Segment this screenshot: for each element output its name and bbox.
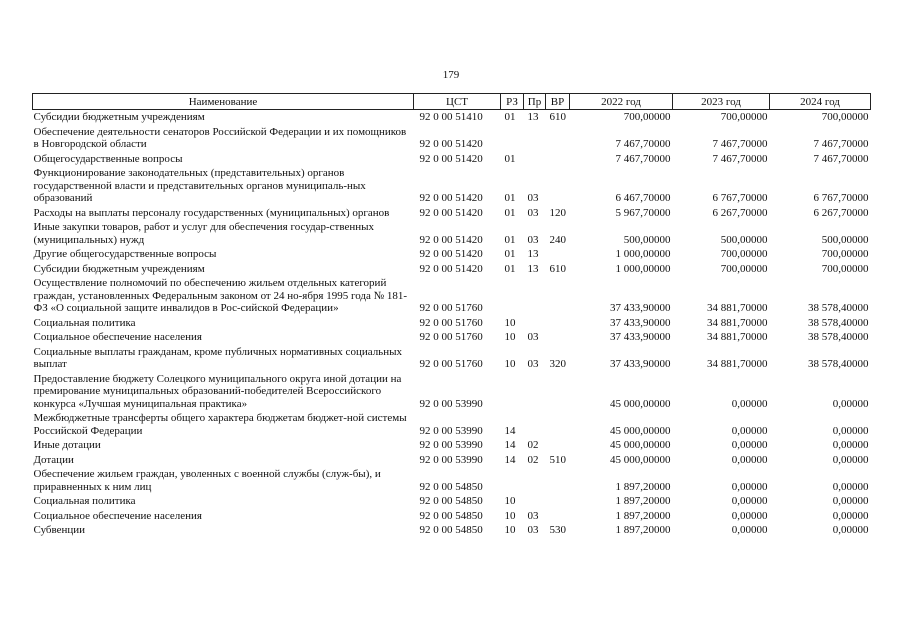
row-vr bbox=[546, 152, 570, 167]
row-2023: 7 467,70000 bbox=[712, 152, 768, 165]
row-cst: 92 0 00 54850 bbox=[419, 524, 483, 536]
row-cst: 92 0 00 53990 bbox=[419, 397, 483, 410]
row-vr: 320 bbox=[549, 358, 566, 370]
row-pr: 13 bbox=[527, 111, 539, 123]
table-row bbox=[33, 372, 871, 412]
row-2022: 5 967,70000 bbox=[615, 206, 671, 219]
table-row bbox=[33, 166, 871, 206]
header-pr: Пр bbox=[524, 94, 546, 110]
row-vr bbox=[546, 411, 570, 438]
row-2022: 37 433,90000 bbox=[610, 358, 671, 370]
row-pr bbox=[524, 125, 546, 152]
row-cst: 92 0 00 51760 bbox=[419, 302, 483, 314]
row-2024: 6 767,70000 bbox=[813, 192, 869, 204]
header-2024: 2024 год bbox=[770, 94, 871, 110]
row-cst: 92 0 00 51760 bbox=[419, 331, 483, 343]
row-name: Субвенции bbox=[33, 524, 86, 536]
row-2022: 45 000,00000 bbox=[610, 424, 671, 437]
row-cst: 92 0 00 51410 bbox=[419, 111, 483, 123]
row-2024: 0,00000 bbox=[832, 397, 869, 410]
row-cst: 92 0 00 51760 bbox=[419, 316, 483, 329]
row-2024: 38 578,40000 bbox=[808, 331, 869, 343]
row-rz: 14 bbox=[504, 453, 516, 466]
row-cst: 92 0 00 51420 bbox=[419, 206, 483, 219]
row-name: Обеспечение жильем граждан, уволенных с военной службы (служ-бы), и приравненных к ним лиц bbox=[33, 468, 381, 493]
row-2022: 700,00000 bbox=[623, 111, 671, 123]
table-row bbox=[33, 467, 871, 494]
row-pr bbox=[524, 467, 546, 494]
row-2024: 38 578,40000 bbox=[808, 316, 869, 329]
row-2023: 34 881,70000 bbox=[707, 316, 768, 329]
row-2024: 0,00000 bbox=[832, 439, 869, 451]
row-name: Социальная политика bbox=[33, 316, 136, 329]
row-pr: 13 bbox=[527, 262, 539, 275]
row-vr bbox=[546, 276, 570, 316]
row-cst: 92 0 00 51420 bbox=[419, 152, 483, 165]
table-body bbox=[33, 110, 871, 538]
row-cst: 92 0 00 51420 bbox=[419, 138, 483, 150]
row-pr bbox=[524, 276, 546, 316]
row-rz: 01 bbox=[504, 233, 516, 246]
table-row bbox=[33, 523, 871, 538]
row-vr bbox=[546, 438, 570, 453]
row-name: Обеспечение деятельности сенаторов Российской Федерации и их помощников в Новгородской области bbox=[33, 125, 407, 150]
header-2022: 2022 год bbox=[570, 94, 673, 110]
row-rz bbox=[501, 276, 524, 316]
row-2023: 700,00000 bbox=[720, 262, 768, 275]
header-rz: РЗ bbox=[501, 94, 524, 110]
row-2022: 37 433,90000 bbox=[610, 331, 671, 343]
row-rz: 01 bbox=[504, 262, 516, 275]
table-row bbox=[33, 247, 871, 262]
table-row bbox=[33, 438, 871, 453]
row-2024: 38 578,40000 bbox=[808, 302, 869, 314]
row-name: Предоставление бюджету Солецкого муниципального округа иной дотации на премирование муниципальных образований-победителей Всероссийского конкурса «Лучшая муниципальная практика» bbox=[33, 372, 402, 410]
row-cst: 92 0 00 53990 bbox=[419, 439, 483, 451]
row-vr bbox=[546, 330, 570, 345]
row-name: Субсидии бюджетным учреждениям bbox=[33, 262, 205, 275]
row-2022: 7 467,70000 bbox=[615, 152, 671, 165]
row-2022: 500,00000 bbox=[623, 233, 671, 246]
row-rz: 01 bbox=[504, 206, 516, 219]
header-2023: 2023 год bbox=[673, 94, 770, 110]
row-pr: 03 bbox=[527, 509, 539, 522]
row-2024: 700,00000 bbox=[821, 248, 869, 260]
table-header-row bbox=[33, 94, 871, 110]
row-2022: 37 433,90000 bbox=[610, 302, 671, 314]
row-2023: 6 267,70000 bbox=[712, 206, 768, 219]
table-row bbox=[33, 262, 871, 277]
row-2024: 0,00000 bbox=[832, 424, 869, 437]
row-2023: 0,00000 bbox=[731, 397, 768, 410]
row-cst: 92 0 00 54850 bbox=[419, 480, 483, 493]
row-2023: 0,00000 bbox=[731, 480, 768, 493]
table-row bbox=[33, 220, 871, 247]
row-2024: 0,00000 bbox=[832, 480, 869, 493]
budget-table bbox=[32, 93, 871, 538]
row-vr bbox=[546, 509, 570, 524]
row-name: Социальная политика bbox=[33, 495, 136, 507]
row-cst: 92 0 00 51760 bbox=[419, 358, 483, 370]
row-vr bbox=[546, 125, 570, 152]
row-rz: 01 bbox=[504, 248, 516, 260]
row-2023: 0,00000 bbox=[731, 509, 768, 522]
table-row bbox=[33, 110, 871, 125]
row-2024: 7 467,70000 bbox=[813, 152, 869, 165]
row-rz: 01 bbox=[504, 111, 516, 123]
row-vr: 240 bbox=[549, 233, 566, 246]
row-vr bbox=[546, 247, 570, 262]
row-2022: 6 467,70000 bbox=[615, 192, 671, 204]
row-vr bbox=[546, 372, 570, 412]
row-rz bbox=[501, 372, 524, 412]
row-pr: 03 bbox=[527, 524, 539, 536]
row-2024: 6 267,70000 bbox=[813, 206, 869, 219]
row-vr: 610 bbox=[549, 111, 566, 123]
table-row bbox=[33, 453, 871, 468]
row-cst: 92 0 00 51420 bbox=[419, 192, 483, 204]
row-name: Общегосударственные вопросы bbox=[33, 152, 183, 165]
row-cst: 92 0 00 51420 bbox=[419, 248, 483, 260]
row-vr bbox=[546, 316, 570, 331]
row-name: Социальное обеспечение населения bbox=[33, 331, 202, 343]
table-row bbox=[33, 509, 871, 524]
row-vr bbox=[546, 467, 570, 494]
row-vr: 610 bbox=[549, 262, 566, 275]
table-row bbox=[33, 411, 871, 438]
row-2022: 45 000,00000 bbox=[610, 397, 671, 410]
row-pr: 03 bbox=[527, 192, 539, 204]
row-2022: 45 000,00000 bbox=[610, 439, 671, 451]
row-2023: 7 467,70000 bbox=[712, 138, 768, 150]
header-name: Наименование bbox=[33, 94, 414, 110]
row-rz: 01 bbox=[504, 192, 516, 204]
row-rz: 14 bbox=[504, 424, 516, 437]
row-2022: 1 897,20000 bbox=[615, 524, 671, 536]
row-vr: 120 bbox=[549, 206, 566, 219]
row-2024: 700,00000 bbox=[821, 111, 869, 123]
row-cst: 92 0 00 54850 bbox=[419, 495, 483, 507]
row-vr bbox=[546, 494, 570, 509]
header-cst: ЦСТ bbox=[414, 94, 501, 110]
row-2022: 1 000,00000 bbox=[615, 262, 671, 275]
row-pr bbox=[524, 494, 546, 509]
row-rz: 10 bbox=[504, 524, 516, 536]
row-2023: 0,00000 bbox=[731, 453, 768, 466]
row-pr: 03 bbox=[527, 331, 539, 343]
row-2023: 0,00000 bbox=[731, 424, 768, 437]
row-name: Функционирование законодательных (представительных) органов государственной власти и представительных органов муниципаль-ных образований bbox=[33, 167, 366, 204]
row-name: Дотации bbox=[33, 453, 74, 466]
row-2024: 0,00000 bbox=[832, 524, 869, 536]
row-2022: 45 000,00000 bbox=[610, 453, 671, 466]
row-pr bbox=[524, 411, 546, 438]
row-rz: 10 bbox=[504, 331, 516, 343]
row-pr: 13 bbox=[527, 248, 539, 260]
row-cst: 92 0 00 54850 bbox=[419, 509, 483, 522]
table-row bbox=[33, 152, 871, 167]
row-rz: 14 bbox=[504, 439, 516, 451]
row-2022: 1 000,00000 bbox=[615, 248, 671, 260]
row-2024: 700,00000 bbox=[821, 262, 869, 275]
row-2022: 7 467,70000 bbox=[615, 138, 671, 150]
row-pr bbox=[524, 316, 546, 331]
row-pr bbox=[524, 372, 546, 412]
row-2023: 700,00000 bbox=[720, 111, 768, 123]
row-pr: 03 bbox=[527, 358, 539, 370]
row-name: Иные закупки товаров, работ и услуг для обеспечения государ-ственных (муниципальных) нужд bbox=[33, 221, 375, 246]
row-2023: 500,00000 bbox=[720, 233, 768, 246]
row-2022: 1 897,20000 bbox=[615, 495, 671, 507]
row-cst: 92 0 00 51420 bbox=[419, 262, 483, 275]
row-rz: 10 bbox=[504, 316, 516, 329]
row-2024: 38 578,40000 bbox=[808, 358, 869, 370]
row-2023: 0,00000 bbox=[731, 495, 768, 507]
row-name: Социальное обеспечение населения bbox=[33, 509, 202, 522]
row-name: Иные дотации bbox=[33, 439, 101, 451]
table-row bbox=[33, 206, 871, 221]
row-vr: 530 bbox=[549, 524, 566, 536]
row-2024: 500,00000 bbox=[821, 233, 869, 246]
row-rz: 01 bbox=[504, 152, 516, 165]
row-name: Межбюджетные трансферты общего характера бюджетам бюджет-ной системы Российской Федерации bbox=[33, 412, 407, 437]
row-cst: 92 0 00 51420 bbox=[419, 233, 483, 246]
row-2024: 7 467,70000 bbox=[813, 138, 869, 150]
row-2023: 34 881,70000 bbox=[707, 331, 768, 343]
table-row bbox=[33, 345, 871, 372]
row-2024: 0,00000 bbox=[832, 495, 869, 507]
row-name: Субсидии бюджетным учреждениям bbox=[33, 111, 205, 123]
row-2023: 6 767,70000 bbox=[712, 192, 768, 204]
row-2023: 700,00000 bbox=[720, 248, 768, 260]
row-rz: 10 bbox=[504, 358, 516, 370]
row-name: Другие общегосударственные вопросы bbox=[33, 248, 217, 260]
row-cst: 92 0 00 53990 bbox=[419, 424, 483, 437]
row-2023: 0,00000 bbox=[731, 524, 768, 536]
header-vr: ВР bbox=[546, 94, 570, 110]
row-name: Социальные выплаты гражданам, кроме публичных нормативных социальных выплат bbox=[33, 345, 402, 370]
row-2022: 1 897,20000 bbox=[615, 480, 671, 493]
row-vr bbox=[546, 166, 570, 206]
row-rz bbox=[501, 125, 524, 152]
row-2024: 0,00000 bbox=[832, 509, 869, 522]
row-2023: 0,00000 bbox=[731, 439, 768, 451]
row-pr: 03 bbox=[527, 233, 539, 246]
table-row bbox=[33, 125, 871, 152]
page-number: 179 bbox=[442, 69, 460, 81]
row-vr: 510 bbox=[549, 453, 566, 466]
table-row bbox=[33, 494, 871, 509]
table-row bbox=[33, 330, 871, 345]
row-2022: 1 897,20000 bbox=[615, 509, 671, 522]
row-pr: 03 bbox=[527, 206, 539, 219]
row-name: Осуществление полномочий по обеспечению жильем отдельных категорий граждан, установленных Федеральным законом от 24 но-ября 1995 года № 181-ФЗ «О социальной защите инвалидов в Рос-сийской Федерации» bbox=[33, 277, 408, 314]
row-rz: 10 bbox=[504, 509, 516, 522]
row-name: Расходы на выплаты персоналу государственных (муниципальных) органов bbox=[33, 206, 390, 219]
table-row bbox=[33, 276, 871, 316]
row-2023: 34 881,70000 bbox=[707, 358, 768, 370]
row-pr bbox=[524, 152, 546, 167]
row-pr: 02 bbox=[527, 439, 539, 451]
row-2023: 34 881,70000 bbox=[707, 302, 768, 314]
row-rz: 10 bbox=[504, 495, 516, 507]
table-row bbox=[33, 316, 871, 331]
row-2024: 0,00000 bbox=[832, 453, 869, 466]
row-2022: 37 433,90000 bbox=[610, 316, 671, 329]
row-pr: 02 bbox=[527, 453, 539, 466]
row-cst: 92 0 00 53990 bbox=[419, 453, 483, 466]
row-rz bbox=[501, 467, 524, 494]
